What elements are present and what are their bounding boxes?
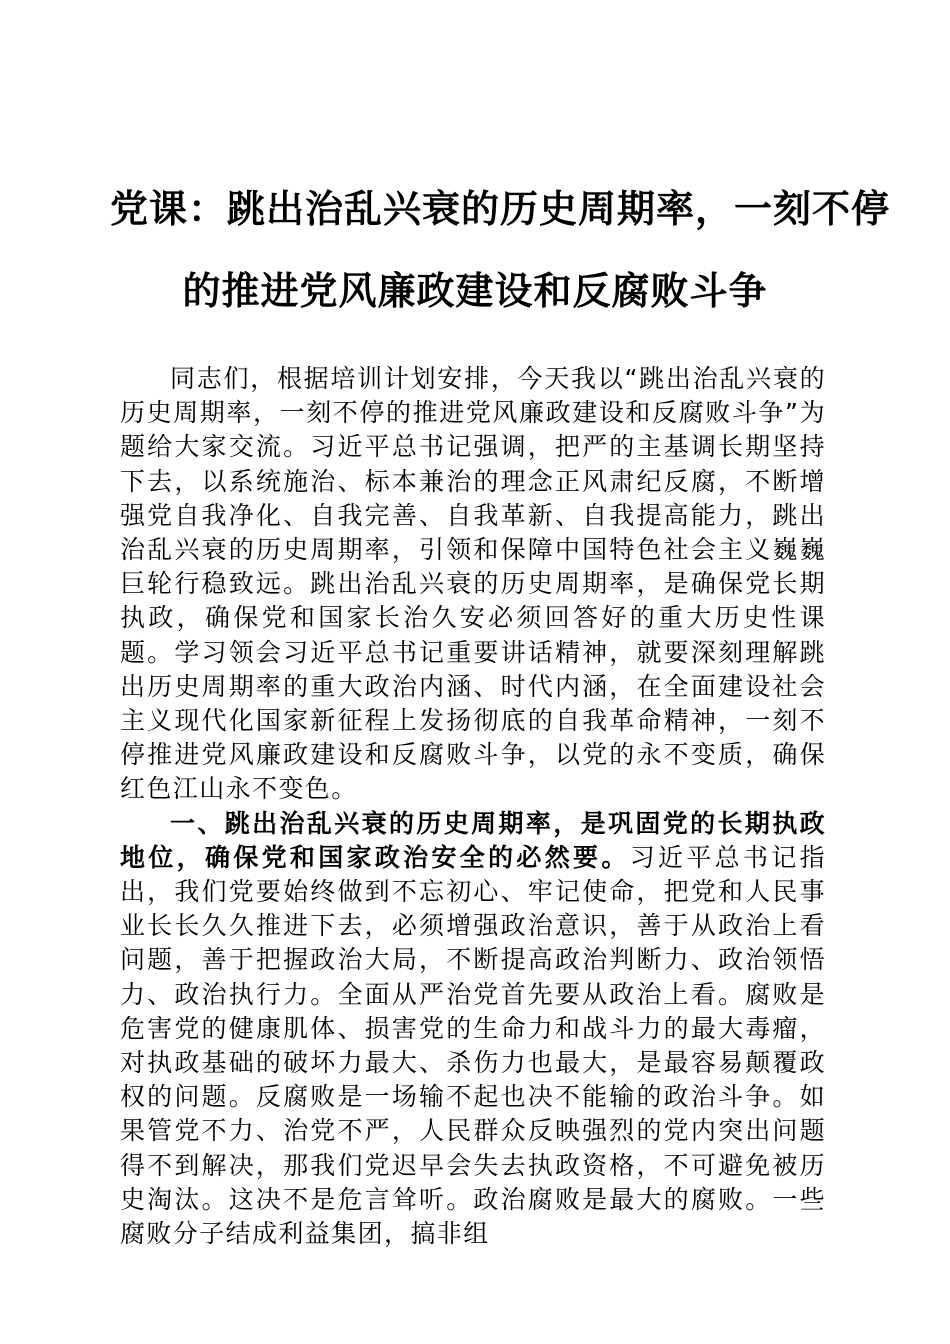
title-line-1: 党课：跳出治乱兴衰的历史周期率，一刻不停 bbox=[110, 186, 891, 231]
section-1-heading: 一、跳出治乱兴衰的历史周期率，是巩固党的长期执政地位，确保党和国家政治安全的必然要。 bbox=[120, 808, 826, 872]
section-1-paragraph bbox=[120, 807, 826, 1252]
document-body bbox=[120, 362, 826, 1251]
section-1-text: 习近平总书记指出，我们党要始终做到不忘初心、牢记使命，把党和人民事业长长久久推进下去，必须增强政治意识，善于从政治上看问题，善于把握政治大局，不断提高政治判断力、政治领悟力、政治执行力。全面从严治党首先要从政治上看。腐败是危害党的健康肌体、损害党的生命力和战斗力的最大毒瘤，对执政基础的破坏力最大、杀伤力也最大，是最容易颠覆政权的问题。反腐败是一场输不起也决不能输的政治斗争。如果管党不力、治党不严，人民群众反映强烈的党内突出问题得不到解决，那我们党迟早会失去执政资格，不可避免被历史淘汰。这决不是危言耸听。政治腐败是最大的腐败。一些腐败分子结成利益集团，搞非组 bbox=[120, 842, 826, 1249]
intro-paragraph: 同志们，根据培训计划安排，今天我以“跳出治乱兴衰的历史周期率，一刻不停的推进党风廉政建设和反腐败斗争”为题给大家交流。习近平总书记强调，把严的主基调长期坚持下去，以系统施治、标本兼治的理念正风肃纪反腐，不断增强党自我净化、自我完善、自我革新、自我提高能力，跳出治乱兴衰的历史周期率，引领和保障中国特色社会主义巍巍巨轮行稳致远。跳出治乱兴衰的历史周期率，是确保党长期执政，确保党和国家长治久安必须回答好的重大历史性课题。学习领会习近平总书记重要讲话精神，就要深刻理解跳出历史周期率的重大政治内涵、时代内涵，在全面建设社会主义现代化国家新征程上发扬彻底的自我革命精神，一刻不停推进党风廉政建设和反腐败斗争，以党的永不变质，确保红色江山永不变色。 bbox=[120, 364, 826, 804]
title-line-2: 的推进党风廉政建设和反腐败斗争 bbox=[182, 268, 768, 313]
document-title bbox=[110, 168, 891, 332]
